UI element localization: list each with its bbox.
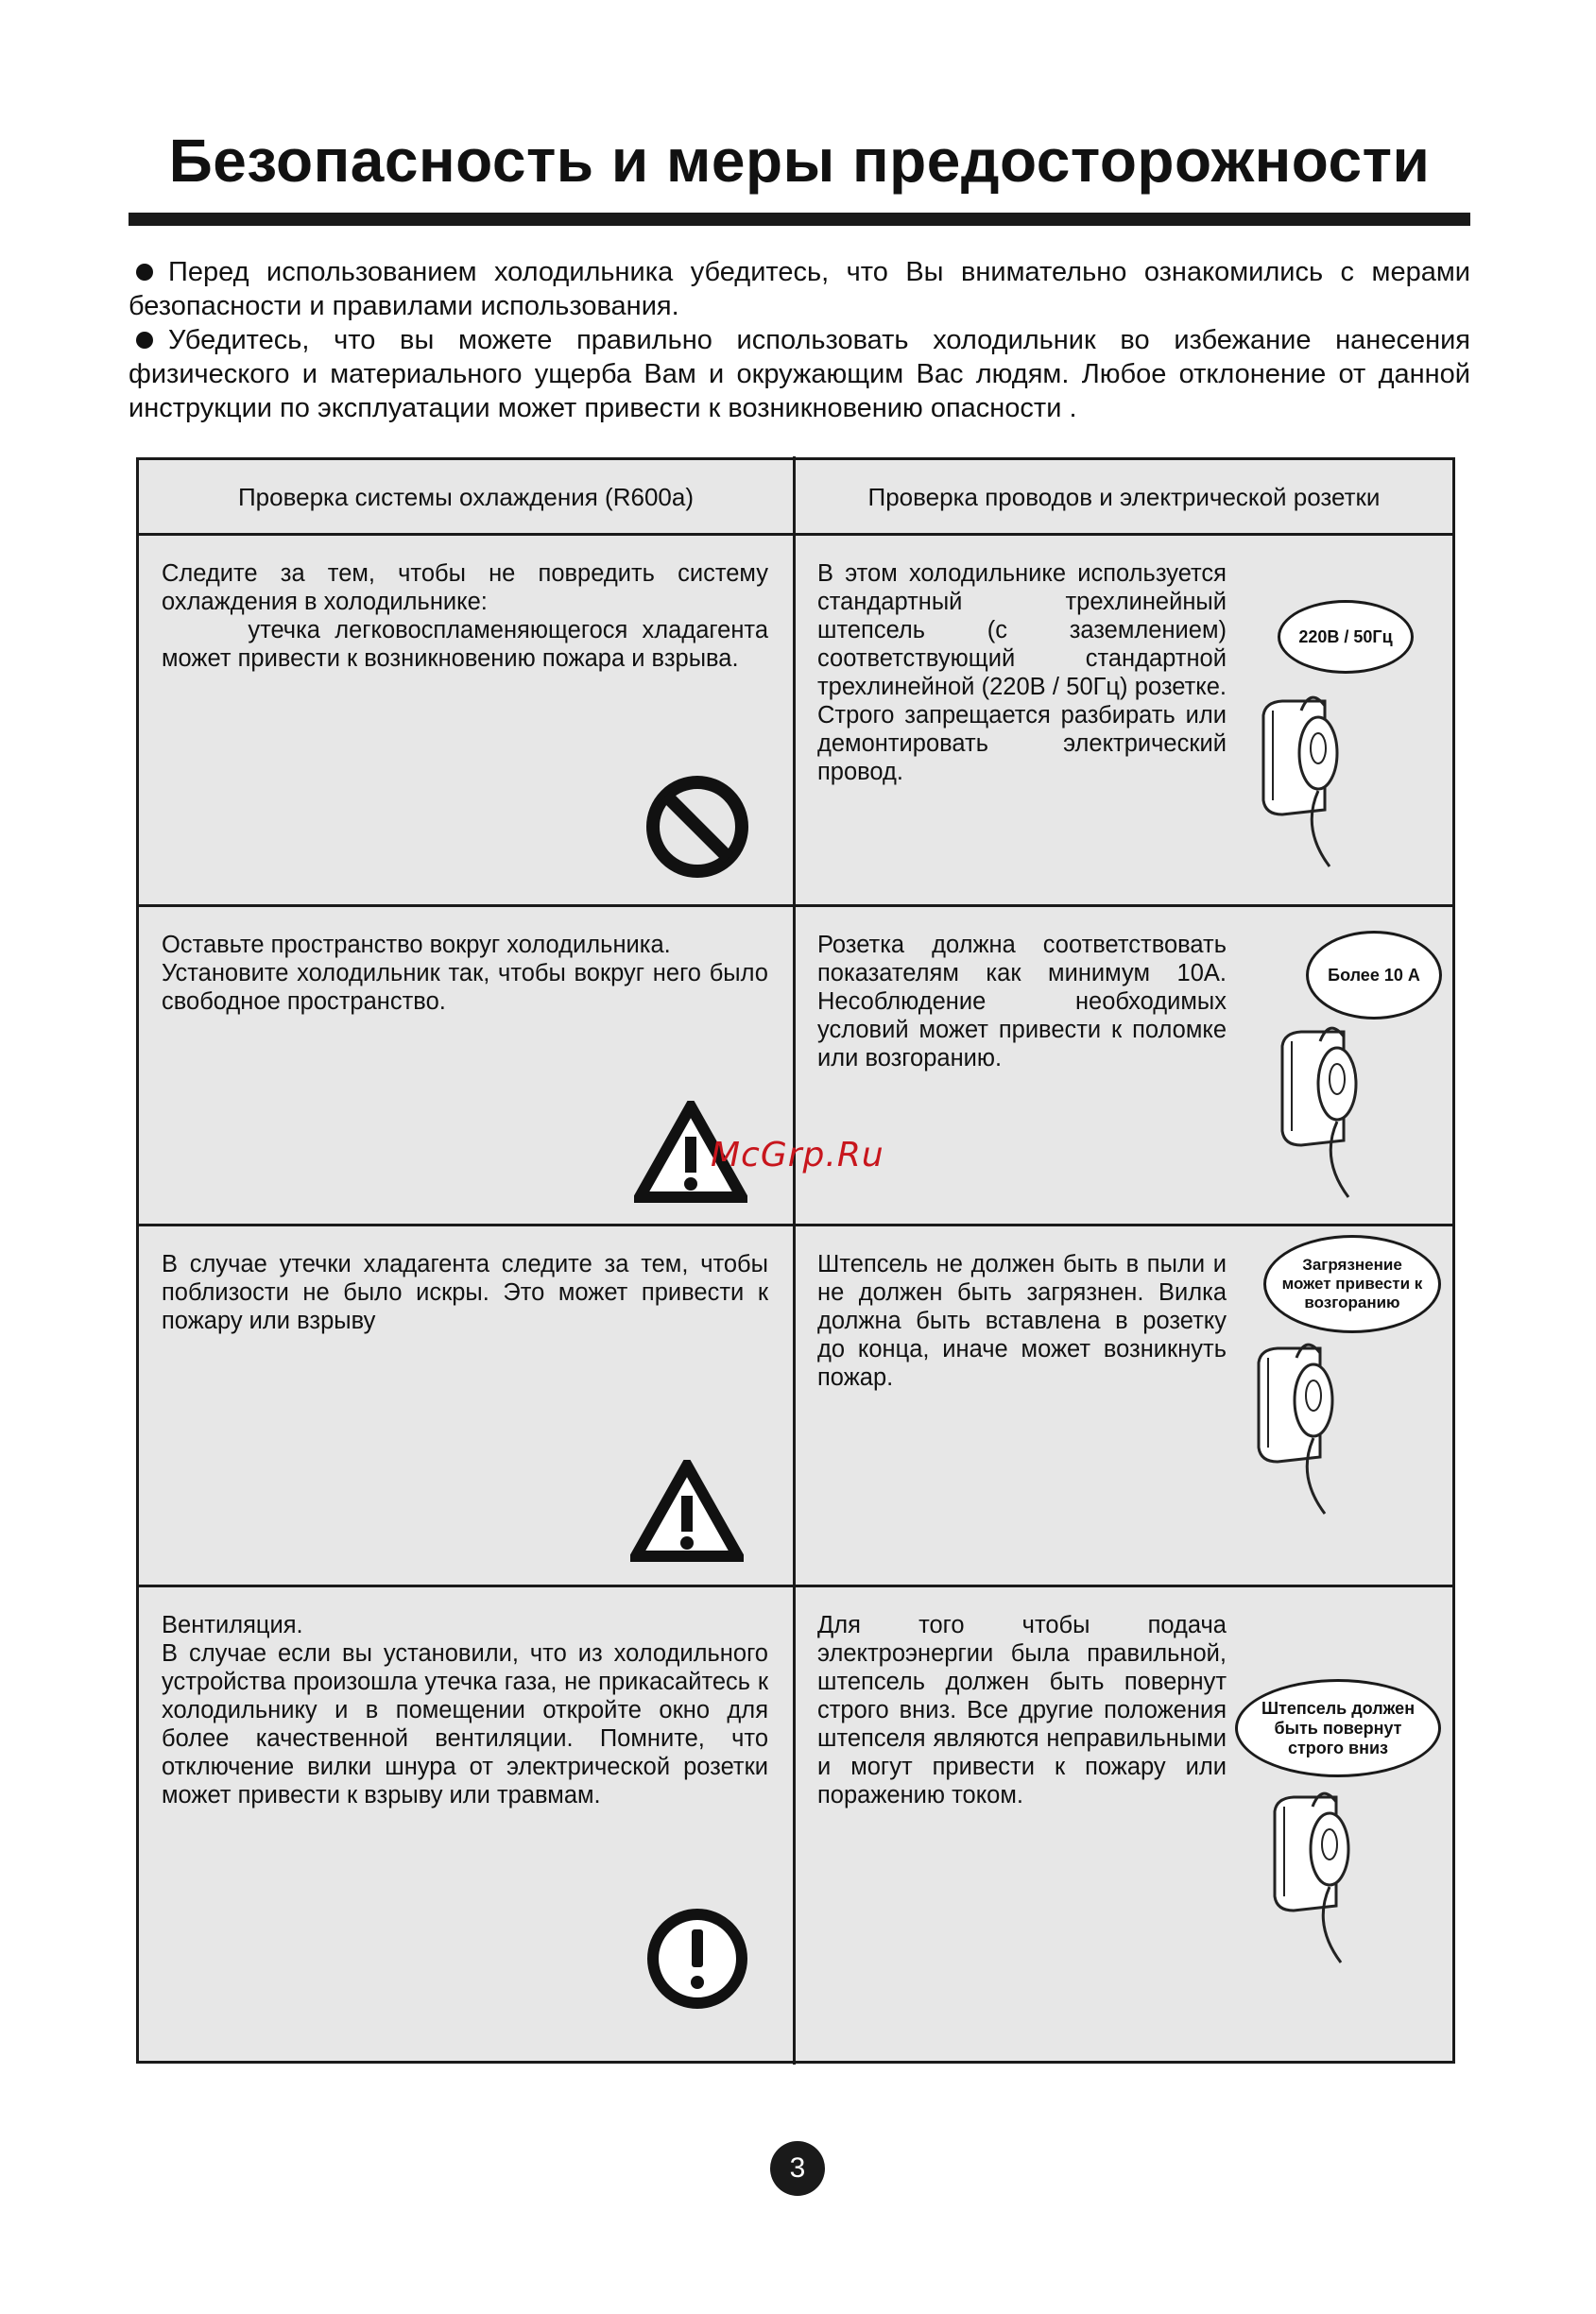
header-refrigeration-check: Проверка системы охлаждения (R600a) bbox=[237, 482, 694, 511]
row4-left-text: Вентиляция. В случае если вы установили, что из холодильного устройства произошла утечка газа, не прикасайтесь к холодильнику и в помещении откройте окно для более качественной вентиляции. Помните, что отключение вилки шнура от электрической розетки может привести к взрыву или травмам. bbox=[162, 1612, 768, 1808]
plug-socket-icon bbox=[1263, 989, 1396, 1207]
bullet-icon bbox=[136, 264, 153, 281]
row4-right-text: Для того чтобы подача электроэнергии была правильной, штепсель должен быть повернут строго вниз. Все другие положения штепселя являются неправильными и могут привести к пожару или поражению током. bbox=[817, 1612, 1227, 1808]
row-divider bbox=[139, 904, 1452, 907]
warning-triangle-icon bbox=[630, 1460, 744, 1562]
plug-socket-icon bbox=[1240, 1306, 1372, 1523]
exclamation-circle-icon bbox=[645, 1907, 749, 2011]
prohibition-icon bbox=[645, 775, 749, 879]
row2-left-text: Оставьте пространство вокруг холодильника. Установите холодильник так, чтобы вокруг него было свободное пространство. bbox=[162, 932, 768, 1015]
row1-right-text: В этом холодильнике используется стандартный трехлинейный штепсель (с заземлением) соответствующий стандартной трехлинейной (220В / 50Гц) розетке. Строго запрещается разбирать или демонтировать электрический провод. bbox=[817, 560, 1227, 785]
row3-right-text: Штепсель не должен быть в пыли и не должен быть загрязнен. Вилка должна быть вставлена в розетку до конца, иначе может возникнуть пожар. bbox=[817, 1251, 1227, 1391]
row3-left-text: В случае утечки хладагента следите за тем, чтобы поблизости не было искры. Это может привести к пожару или взрыву bbox=[162, 1251, 768, 1334]
title-underline bbox=[129, 213, 1470, 226]
safety-table bbox=[136, 457, 1455, 2064]
page-title: Безопасность и меры предосторожности bbox=[168, 127, 1431, 195]
row-divider bbox=[139, 1585, 1452, 1587]
bullet-icon bbox=[136, 332, 153, 349]
row2-right-text: Розетка должна соответствовать показателям как минимум 10А. Несоблюдение необходимых условий может привести к поломке или возгоранию. bbox=[817, 932, 1227, 1071]
current-bubble: Более 10 А bbox=[1306, 931, 1442, 1020]
plug-socket-icon bbox=[1256, 1755, 1388, 1972]
intro-paragraph-1: Перед использованием холодильника убедитесь, что Вы внимательно ознакомились с мерами безопасности и правилами использования. bbox=[129, 257, 1470, 321]
orientation-bubble: Штепсель должен быть повернут строго вниз bbox=[1235, 1679, 1441, 1777]
voltage-bubble: 220В / 50Гц bbox=[1278, 600, 1414, 674]
intro-text bbox=[129, 255, 1470, 425]
plug-socket-icon bbox=[1244, 659, 1377, 876]
column-divider bbox=[793, 456, 796, 2065]
dirt-bubble: Загрязнение может привести к возгоранию bbox=[1263, 1235, 1441, 1333]
watermark-text: McGrp.Ru bbox=[711, 1136, 884, 1174]
header-wiring-check: Проверка проводов и электрической розетки bbox=[867, 482, 1381, 511]
intro-paragraph-2: Убедитесь, что вы можете правильно использовать холодильник во избежание нанесения физического и материального ущерба Вам и окружающим Вас людям. Любое отклонение от данной инструкции по эксплуатации может привести к возникновению опасности . bbox=[129, 325, 1470, 423]
row1-left-text: Следите за тем, чтобы не повредить систему охлаждения в холодильнике: утечка легковоспламеняющегося хладагента может привести к возникновению пожара и взрыва. bbox=[162, 560, 776, 672]
row-divider bbox=[139, 1224, 1452, 1226]
page-number: 3 bbox=[770, 2141, 825, 2196]
